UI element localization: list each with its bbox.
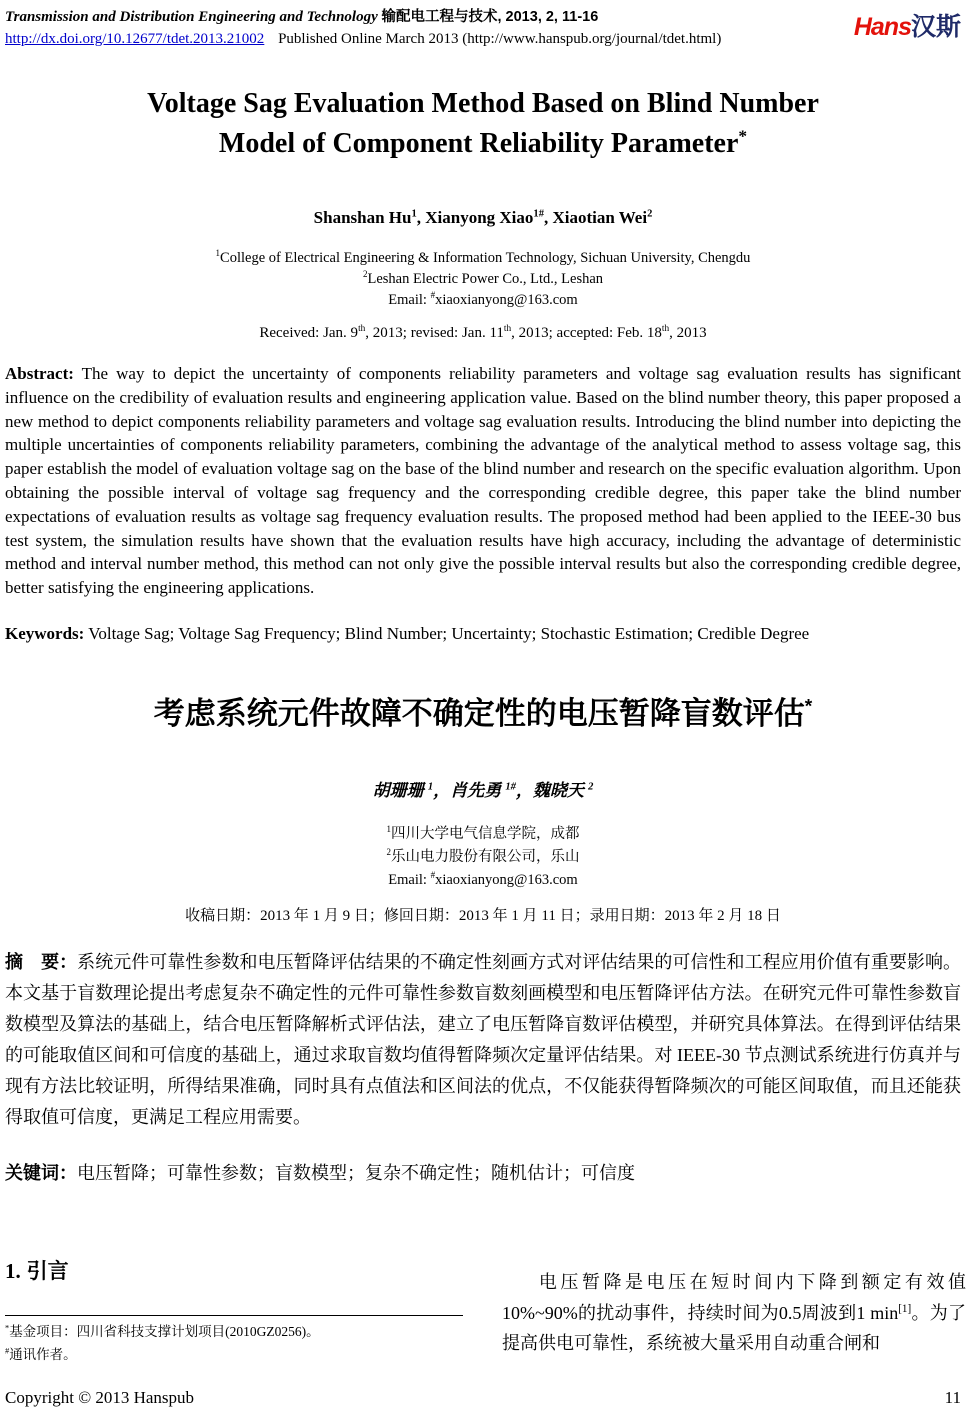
hans-publisher-logo bbox=[854, 6, 961, 43]
author-affil-mark: 2 bbox=[588, 781, 594, 793]
email-mark: # bbox=[430, 869, 436, 880]
received-text: , 2013; accepted: Feb. 18 bbox=[511, 325, 662, 341]
intro-text: 。为了提高供电可靠性，系统被大量采用自动重合闸和 bbox=[502, 1302, 966, 1353]
copyright-notice: Copyright © 2013 Hanspub bbox=[5, 1388, 195, 1407]
author-affil-mark: 1# bbox=[533, 208, 544, 220]
paper-title-line2: Model of Component Reliability Parameter bbox=[218, 128, 739, 159]
footnote-text: 基金项目：四川省科技支撑计划项目(2010GZ0256)。 bbox=[9, 1324, 320, 1339]
keywords-text: Voltage Sag; Voltage Sag Frequency; Blind Number; Uncertainty; Stochastic Estimation; Credible Degree bbox=[84, 623, 810, 643]
title-zh-footnote-mark: * bbox=[804, 696, 813, 718]
keywords-zh bbox=[5, 1159, 961, 1185]
keywords-zh-label: 关键词： bbox=[5, 1162, 77, 1183]
section-1-heading bbox=[5, 1255, 467, 1285]
abstract-label: Abstract: bbox=[5, 364, 74, 383]
affiliation-text: College of Electrical Engineering & Information Technology, Sichuan University, Chengdu bbox=[220, 250, 751, 266]
journal-title-line bbox=[5, 6, 721, 28]
authors-zh bbox=[5, 776, 961, 801]
affil-mark: 1 bbox=[386, 823, 391, 834]
received-dates-zh: 收稿日期：2013 年 1 月 9 日；修回日期：2013 年 1 月 11 日；录用日期：2013 年 2 月 18 日 bbox=[185, 907, 781, 924]
affil-mark: 2 bbox=[362, 269, 368, 280]
footnote-mark: * bbox=[5, 1323, 10, 1333]
author-name: , Xiaotian Wei bbox=[543, 208, 648, 227]
affiliation-text: Leshan Electric Power Co., Ltd., Leshan bbox=[367, 271, 604, 287]
footnote-mark: # bbox=[5, 1346, 10, 1356]
intro-text: 电压暂降是电压在短时间内下降到额定有效值10%~90%的扰动事件，持续时间为0.5周波到1 min bbox=[502, 1272, 966, 1323]
received-dates-en bbox=[5, 323, 961, 344]
author-name: , Xianyong Xiao bbox=[416, 208, 534, 227]
affiliation-line-zh bbox=[5, 823, 961, 846]
email-address: xiaoxianyong@163.com bbox=[435, 292, 578, 308]
footnote-corresponding-author bbox=[5, 1343, 467, 1366]
author-name: Shanshan Hu bbox=[313, 208, 412, 227]
section-number: 1. bbox=[5, 1259, 21, 1283]
ordinal-sup: th bbox=[661, 324, 670, 334]
page-number: 11 bbox=[944, 1388, 961, 1407]
received-text: , 2013 bbox=[669, 325, 707, 341]
hans-logo-zh: 汉斯 bbox=[910, 13, 961, 41]
footnotes bbox=[5, 1320, 467, 1366]
email-address: xiaoxianyong@163.com bbox=[435, 871, 578, 888]
doi-line bbox=[5, 28, 721, 50]
author-affil-mark: 1 bbox=[411, 208, 417, 220]
hans-logo-en: Hans bbox=[853, 13, 911, 41]
abstract-text: The way to depict the uncertainty of components reliability parameters and voltage sag evaluation results has significant influence on the credibility of evaluation results and engineering application value. Based on the blind number theory, this paper proposed a new method to depict components reliability parameters and voltage sag evaluation results. Introducing the blind number into depicting the multiple uncertainties of components reliability parameters, combining the advantage of the analytical method to assess voltage sag, this paper establish the model of evaluation voltage sag on the base of the blind number and research on the specific evaluation algorithm. Upon obtaining the possible interval of voltage sag frequency and the corresponding credible degree, this paper take the blind number expectations of evaluation results as voltage sag frequency evaluation results. The proposed method had been applied to the IEEE-30 bus test system, the simulation results have shown that the evaluation results have high accuracy, including the advantage of deterministic method and interval number method, this method can not only give the possible interval results but also the corresponding credible degree, better satisfying the engineering applications. bbox=[5, 364, 961, 598]
abstract-en bbox=[5, 362, 961, 600]
email-line bbox=[5, 290, 961, 311]
journal-title-zh: 输配电工程与技术, 2013, 2, 11-16 bbox=[381, 9, 599, 25]
footnote-funding bbox=[5, 1320, 467, 1343]
author-name-zh: ，肖先勇 bbox=[433, 780, 506, 800]
affiliation-line bbox=[5, 269, 961, 290]
right-column bbox=[502, 1267, 966, 1359]
email-line-zh bbox=[5, 869, 961, 892]
title-footnote-mark: * bbox=[738, 126, 748, 146]
doi-link[interactable]: http://dx.doi.org/10.12677/tdet.2013.21002 bbox=[5, 31, 265, 47]
affil-mark: 1 bbox=[215, 248, 221, 259]
received-text: Received: Jan. 9 bbox=[259, 325, 359, 341]
footnote-text: 通讯作者。 bbox=[9, 1347, 77, 1362]
keywords-zh-text: 电压暂降；可靠性参数；盲数模型；复杂不确定性；随机估计；可信度 bbox=[77, 1162, 635, 1183]
authors-en bbox=[5, 208, 961, 228]
ordinal-sup: th bbox=[358, 324, 366, 334]
author-name-zh: 胡珊珊 bbox=[372, 780, 428, 800]
journal-header-text bbox=[5, 6, 721, 50]
affiliation-text-zh: 四川大学电气信息学院，成都 bbox=[391, 825, 580, 842]
affiliation-text-zh: 乐山电力股份有限公司，乐山 bbox=[391, 848, 580, 865]
intro-paragraph bbox=[502, 1267, 966, 1359]
paper-title-line1: Voltage Sag Evaluation Method Based on Blind Number bbox=[147, 88, 819, 119]
affiliations-zh bbox=[5, 823, 961, 892]
abstract-zh bbox=[5, 947, 961, 1133]
paper-title-zh-text: 考虑系统元件故障不确定性的电压暂降盲数评估 bbox=[153, 695, 805, 731]
footnote-divider bbox=[5, 1315, 463, 1316]
left-column bbox=[5, 1255, 467, 1366]
keywords-en bbox=[5, 622, 961, 646]
section-title: 引言 bbox=[26, 1260, 69, 1283]
paper-title-zh bbox=[5, 692, 961, 736]
author-name-zh: ，魏晓天 bbox=[515, 780, 589, 800]
affiliation-line bbox=[5, 248, 961, 269]
email-label: Email: bbox=[388, 292, 431, 308]
email-mark: # bbox=[430, 290, 436, 301]
published-note: Published Online March 2013 (http://www.hanspub.org/journal/tdet.html) bbox=[278, 31, 722, 47]
affil-mark: 2 bbox=[386, 846, 391, 857]
author-affil-mark: 1 bbox=[427, 781, 434, 793]
citation-mark: [1] bbox=[898, 1302, 912, 1315]
abstract-zh-label: 摘 要： bbox=[5, 951, 78, 972]
affiliation-line-zh bbox=[5, 846, 961, 869]
author-affil-mark: 1# bbox=[505, 781, 516, 793]
journal-header bbox=[5, 6, 961, 50]
author-affil-mark: 2 bbox=[647, 208, 653, 220]
ordinal-sup: th bbox=[503, 324, 512, 334]
abstract-zh-text: 系统元件可靠性参数和电压暂降评估结果的不确定性刻画方式对评估结果的可信性和工程应用价值有重要影响。本文基于盲数理论提出考虑复杂不确定性的元件可靠性参数盲数刻画模型和电压暂降评估方法。在研究元件可靠性参数盲数模型及算法的基础上，结合电压暂降解析式评估法，建立了电压暂降盲数评估模型，并研究具体算法。在得到评估结果的可能取值区间和可信度的基础上，通过求取盲数均值得暂降频次定量评估结果。对 IEEE-30 节点测试系统进行仿真并与现有方法比较证明，所得结果准确，同时具有点值法和区间法的优点，不仅能获得暂降频次的可能区间取值，而且还能获得取值可信度，更满足工程应用需要。 bbox=[5, 951, 961, 1127]
keywords-label: Keywords: bbox=[5, 623, 85, 643]
page-footer bbox=[5, 1388, 961, 1408]
received-text: , 2013; revised: Jan. 11 bbox=[365, 325, 504, 341]
journal-title-en: Transmission and Distribution Engineering and Technology bbox=[5, 9, 378, 25]
affiliations-en bbox=[5, 248, 961, 311]
paper-title-en bbox=[5, 84, 961, 164]
email-label: Email: bbox=[388, 871, 431, 888]
bottom-two-column-area bbox=[5, 1255, 966, 1375]
